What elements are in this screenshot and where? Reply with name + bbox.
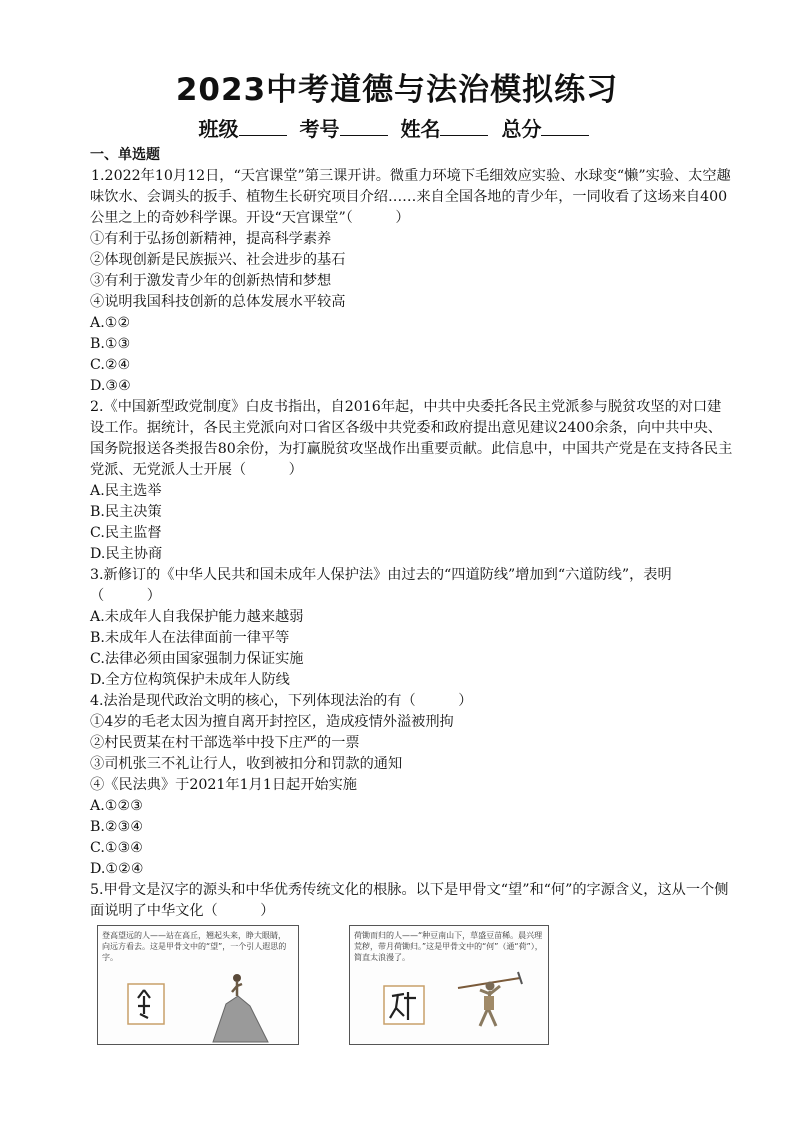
total-score-blank[interactable] <box>541 117 589 136</box>
option[interactable]: A.①② <box>90 315 131 331</box>
statement: ②体现创新是民族振兴、社会进步的基石 <box>90 252 346 268</box>
option[interactable]: A.未成年人自我保护能力越来越弱 <box>90 609 304 625</box>
question-stem: 5.甲骨文是汉字的源头和中华优秀传统文化的根脉。以下是甲骨文“望”和“何”的字源含义，这从一个侧面说明了中华文化（ ） <box>90 882 729 919</box>
option[interactable]: B.未成年人在法律面前一律平等 <box>90 630 290 646</box>
option[interactable]: D.民主协商 <box>90 546 163 562</box>
farmer-head <box>486 982 495 991</box>
statement: ④《民法典》于2021年1月1日起开始实施 <box>90 777 357 793</box>
option[interactable]: B.①③ <box>90 336 131 352</box>
name-blank[interactable] <box>440 117 488 136</box>
option[interactable]: D.①②④ <box>90 861 144 877</box>
exam-number-label: 考号 <box>299 117 340 141</box>
statement: ①有利于弘扬创新精神，提高科学素养 <box>90 231 332 247</box>
statement: ④说明我国科技创新的总体发展水平较高 <box>90 294 346 310</box>
question-stem: 2.《中国新型政党制度》白皮书指出，自2016年起，中共中央委托各民主党派参与脱贫攻坚的对口建设工作。据统计，各民主党派向对口省区各级中共党委和政府提出意见建议2400余条，向中共中央、国务院报送各类报告80余份，为打赢脱贫攻坚战作出重要贡献。此信息中，中国共产党是在支持各民主党派、无党派人士开展（ ） <box>90 399 733 478</box>
exam-number-blank[interactable] <box>340 117 388 136</box>
statement: ③有利于激发青少年的创新热情和梦想 <box>90 273 332 289</box>
person-head <box>233 974 241 982</box>
question-2 <box>90 397 735 565</box>
total-score-label: 总分 <box>501 117 542 141</box>
question-content <box>90 145 735 922</box>
oracle-bone-figures <box>97 925 717 1045</box>
figure-caption: 登高望远的人——站在高丘，翘起头来，睁大眼睛，向远方看去。这是甲骨文中的“望”，一个引人遐思的字。 <box>102 931 287 962</box>
statement: ③司机张三不礼让行人，收到被扣分和罚款的通知 <box>90 756 403 772</box>
option[interactable]: C.民主监督 <box>90 525 162 541</box>
question-4 <box>90 691 735 880</box>
climber-on-hill-illustration <box>98 926 298 1044</box>
option[interactable]: C.②④ <box>90 357 131 373</box>
farmer-with-hoe-illustration <box>350 926 548 1044</box>
option[interactable]: A.①②③ <box>90 798 143 814</box>
person-body <box>232 982 242 996</box>
figure-wang <box>97 925 299 1045</box>
question-stem: 4.法治是现代政治文明的核心，下列体现法治的有（ ） <box>90 693 473 709</box>
page-title: 2023中考道德与法治模拟练习 <box>175 72 619 108</box>
class-label: 班级 <box>198 117 239 141</box>
option[interactable]: D.③④ <box>90 378 131 394</box>
question-stem: 1.2022年10月12日，“天宫课堂”第三课开讲。微重力环境下毛细效应实验、水球变“懒”实验、太空趣味饮水、会调头的扳手、植物生长研究项目介绍……来自全国各地的青少年，一同收看了这场来自400公里之上的奇妙科学课。开设“天宫课堂”（ ） <box>90 168 731 226</box>
question-stem: 3.新修订的《中华人民共和国未成年人保护法》由过去的“四道防线”增加到“六道防线”，表明（ ） <box>90 567 672 604</box>
question-1 <box>90 166 735 397</box>
glyph-frame <box>384 986 424 1024</box>
option[interactable]: D.全方位构筑保护未成年人防线 <box>90 672 290 688</box>
class-blank[interactable] <box>239 117 287 136</box>
option[interactable]: B.民主决策 <box>90 504 162 520</box>
question-5 <box>90 880 735 922</box>
figure-he <box>349 925 549 1045</box>
student-info-line <box>0 113 794 142</box>
statement: ②村民贾某在村干部选举中投下庄严的一票 <box>90 735 360 751</box>
figure-caption: 荷锄而归的人——“种豆南山下，草盛豆苗稀。晨兴理荒秽，带月荷锄归。”这是甲骨文中的“何”（通“荷”），简直太浪漫了。 <box>354 931 543 962</box>
name-label: 姓名 <box>400 117 441 141</box>
statement: ①4岁的毛老太因为擅自离开封控区，造成疫情外溢被刑拘 <box>90 714 454 730</box>
section-heading: 一、单选题 <box>90 147 160 163</box>
hill-shape <box>213 996 268 1042</box>
option[interactable]: B.②③④ <box>90 819 144 835</box>
option[interactable]: C.①③④ <box>90 840 144 856</box>
question-3 <box>90 565 735 691</box>
farmer-robe <box>484 996 494 1010</box>
option[interactable]: A.民主选举 <box>90 483 162 499</box>
option[interactable]: C.法律必须由国家强制力保证实施 <box>90 651 304 667</box>
